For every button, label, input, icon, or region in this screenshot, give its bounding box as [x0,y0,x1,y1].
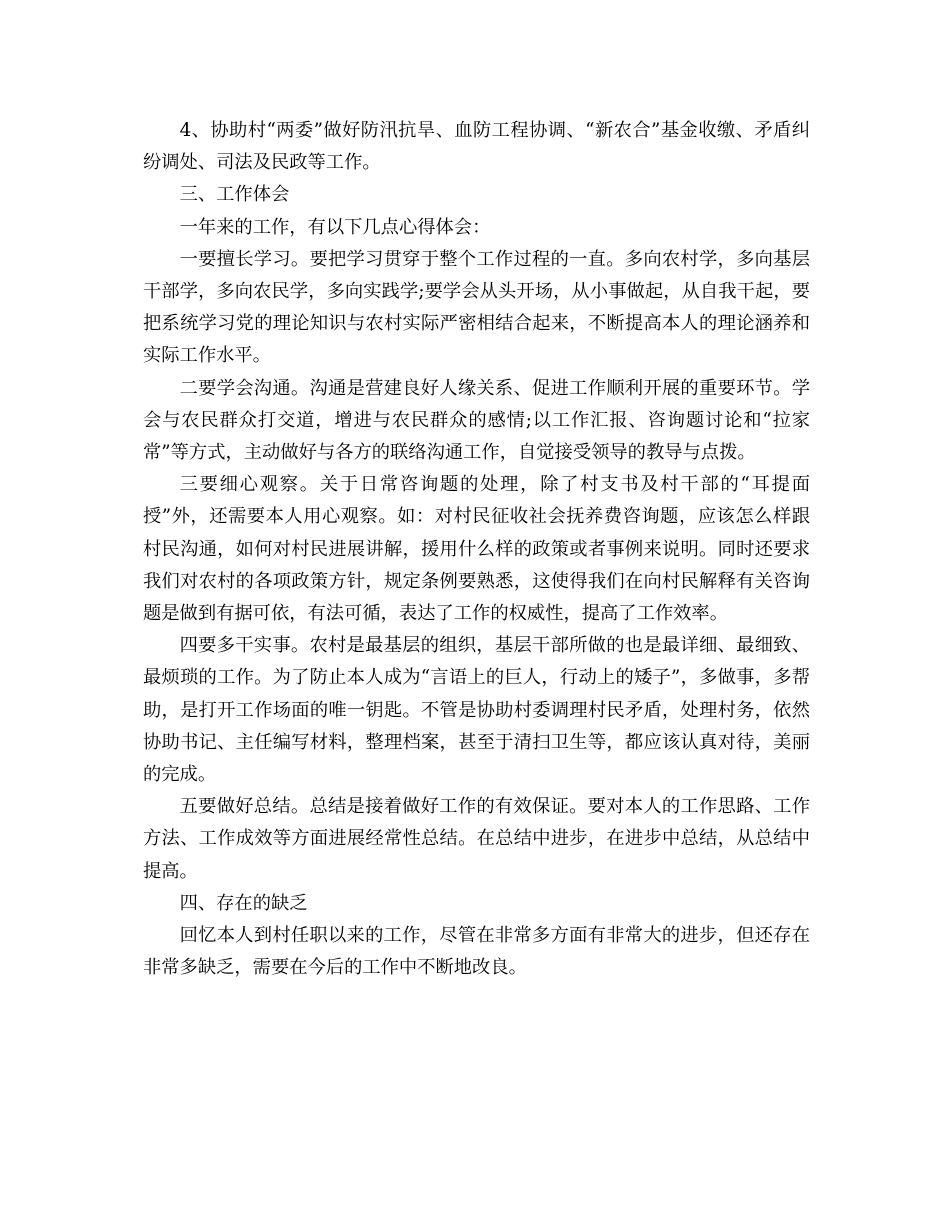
section-heading-work-experience: 三、工作体会 [179,184,290,206]
paragraph-learning: 一要擅长学习。要把学习贯穿于整个工作过程的一直。多向农村学，多向基层干部学，多向农民学，多向实践学;要学会从头开场，从小事做起，从自我干起，要把系统学习党的理论知识与农村实际严密相结合起来，不断提高本人的理论涵养和实际工作水平。 [143,248,810,367]
paragraph-item-4: 4、协助村“两委”做好防汛抗旱、血防工程协调、“新农合”基金收缴、矛盾纠纷调处、司法及民政等工作。 [143,120,810,174]
paragraph-practical-work: 四要多干实事。农村是最基层的组织，基层干部所做的也是最详细、最细致、最烦琐的工作。为了防止本人成为“言语上的巨人，行动上的矮子”，多做事，多帮助，是打开工作场面的唯一钥匙。不管是协助村委调理村民矛盾，处理村务，依然协助书记、主任编写材料，整理档案，甚至于清扫卫生等，都应该认真对待，美丽的完成。 [143,635,810,786]
paragraph-review: 回忆本人到村任职以来的工作，尽管在非常多方面有非常大的进步，但还存在非常多缺乏，需要在今后的工作中不断地改良。 [143,925,810,979]
paragraph-communication: 二要学会沟通。沟通是营建良好人缘关系、促进工作顺利开展的重要环节。学会与农民群众打交道，增进与农民群众的感情;以工作汇报、咨询题讨论和“拉家常”等方式，主动做好与各方的联络沟通工作，自觉接受领导的教导与点拨。 [143,377,810,464]
paragraph-intro-experience: 一年来的工作，有以下几点心得体会： [179,216,491,238]
document-body [143,115,810,984]
section-heading-shortcomings: 四、存在的缺乏 [179,892,308,914]
paragraph-summary: 五要做好总结。总结是接着做好工作的有效保证。要对本人的工作思路、工作方法、工作成效等方面进展经常性总结。在总结中进步，在进步中总结，从总结中提高。 [143,796,810,882]
paragraph-observation: 三要细心观察。关于日常咨询题的处理，除了村支书及村干部的“耳提面授”外，还需要本人用心观察。如：对村民征收社会抚养费咨询题，应该怎么样跟村民沟通，如何对村民进展讲解，援用什么样的政策或者事例来说明。同时还要求我们对农村的各项政策方针，规定条例要熟悉，这使得我们在向村民解释有关咨询题是做到有据可依，有法可循，表达了工作的权威性，提高了工作效率。 [143,474,810,625]
